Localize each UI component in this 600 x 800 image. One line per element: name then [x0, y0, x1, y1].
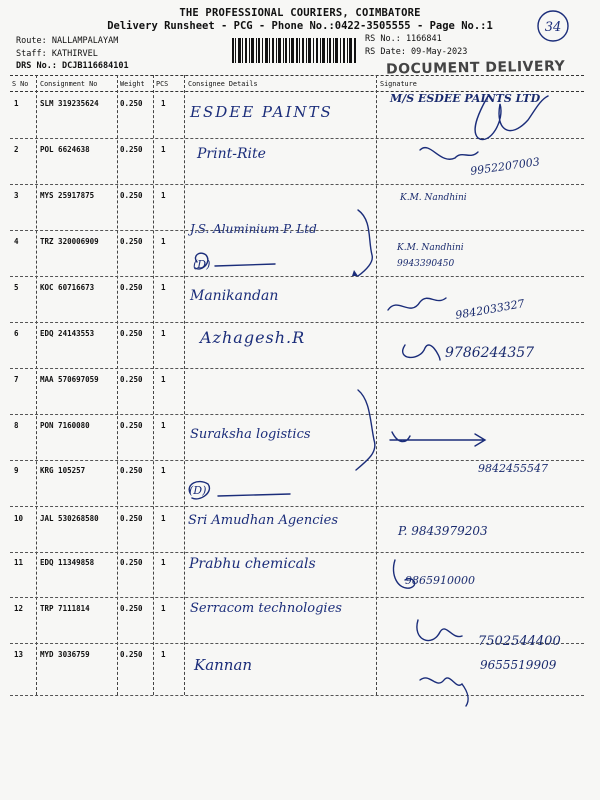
cell-pcs: 1: [161, 466, 166, 475]
cell-sno: 2: [14, 145, 19, 154]
route-label: Route: NALLAMPALAYAM: [16, 36, 119, 46]
cell-sno: 1: [14, 99, 19, 108]
col-header-sno: S No: [12, 80, 29, 88]
row-divider: [10, 597, 584, 598]
cell-pcs: 1: [161, 558, 166, 567]
col-header-pcs: PCS: [156, 80, 169, 88]
cell-sno: 9: [14, 466, 19, 475]
cell-consignment-no: TRZ 320006909: [40, 237, 99, 246]
cell-weight: 0.250: [120, 237, 143, 246]
cell-consignment-no: EDQ 11349858: [40, 558, 95, 567]
cell-weight: 0.250: [120, 558, 143, 567]
rs-info: [365, 33, 467, 58]
signature-handwriting: 9842033327: [454, 297, 526, 322]
consignee-handwriting: Suraksha logistics: [190, 427, 311, 442]
page-number-mark: [535, 8, 571, 44]
consignee-handwriting: Sri Amudhan Agencies: [188, 513, 339, 528]
signature-scribble: [388, 298, 446, 310]
cell-consignment-no: KOC 60716673: [40, 283, 95, 292]
barcode: [232, 38, 356, 63]
cell-sno: 8: [14, 421, 19, 430]
cell-consignment-no: KRG 105257: [40, 466, 86, 475]
row-divider: [10, 695, 584, 696]
signature-scribble: [420, 678, 468, 706]
cell-pcs: 1: [161, 145, 166, 154]
signature-handwriting: P. 9843979203: [398, 524, 488, 538]
cell-consignment-no: MYS 25917875: [40, 191, 95, 200]
arrow-stroke: [390, 432, 485, 446]
cell-pcs: 1: [161, 191, 166, 200]
signature-handwriting: 9842455547: [478, 462, 548, 475]
cell-sno: 13: [14, 650, 24, 659]
consignee-handwriting: (D): [189, 484, 207, 497]
row-divider: [10, 276, 584, 277]
col-divider: [184, 75, 185, 695]
consignee-handwriting: Manikandan: [190, 288, 279, 304]
cell-weight: 0.250: [120, 375, 143, 384]
consignee-handwriting: ESDEE PAINTS: [190, 103, 333, 121]
page-mark-text: 34: [544, 20, 562, 35]
cell-sno: 10: [14, 514, 24, 523]
staff-label: Staff: KATHIRVEL: [16, 48, 98, 59]
document-delivery-stamp: DOCUMENT DELIVERY: [385, 58, 566, 78]
cell-consignment-no: MAA 570697059: [40, 375, 99, 384]
cell-pcs: 1: [161, 237, 166, 246]
row-divider: [10, 552, 584, 553]
cell-consignment-no: SLM 319235624: [40, 99, 99, 108]
consignee-handwriting: J.S. Aluminium P. Ltd: [190, 222, 317, 236]
cell-weight: 0.250: [120, 650, 143, 659]
row-divider: [10, 368, 584, 369]
signature-handwriting: 9952207003: [469, 155, 541, 178]
cell-pcs: 1: [161, 375, 166, 384]
cell-pcs: 1: [161, 650, 166, 659]
cell-pcs: 1: [161, 421, 166, 430]
cell-weight: 0.250: [120, 329, 143, 338]
row-divider: [10, 184, 584, 185]
cell-consignment-no: TRP 7111814: [40, 604, 90, 613]
cell-sno: 6: [14, 329, 19, 338]
row-divider: [10, 322, 584, 323]
drs-label: DRS No.: DCJB116684101: [16, 61, 129, 71]
route-info: [16, 35, 129, 73]
col-divider: [153, 75, 154, 695]
row-divider: [10, 506, 584, 507]
cell-pcs: 1: [161, 329, 166, 338]
col-divider: [376, 75, 377, 695]
cell-pcs: 1: [161, 99, 166, 108]
signature-handwriting: 7502544400: [478, 634, 561, 649]
row-divider: [10, 414, 584, 415]
col-header-weight: Weight: [120, 80, 145, 88]
runsheet-subtitle: Delivery Runsheet - PCG - Phone No.:0422-3505555 - Page No.:1: [107, 20, 493, 32]
cell-sno: 12: [14, 604, 24, 613]
cell-consignment-no: JAL 530268580: [40, 514, 99, 523]
cell-consignment-no: MYD 3036759: [40, 650, 90, 659]
col-header-consignment: Consignment No: [40, 80, 98, 88]
cell-weight: 0.250: [120, 145, 143, 154]
cell-sno: 7: [14, 375, 19, 384]
col-header-signature: Signature: [380, 80, 417, 88]
rs-no-label: RS No.: 1166841: [365, 34, 442, 44]
signature-scribble: [403, 345, 440, 360]
consignee-handwriting: Kannan: [194, 656, 253, 674]
signature-handwriting: 9786244357: [445, 345, 535, 361]
cell-weight: 0.250: [120, 604, 143, 613]
company-title: THE PROFESSIONAL COURIERS, COIMBATORE: [179, 7, 421, 19]
row-divider: [10, 460, 584, 461]
cell-pcs: 1: [161, 283, 166, 292]
cell-weight: 0.250: [120, 514, 143, 523]
cell-sno: 5: [14, 283, 19, 292]
cell-weight: 0.250: [120, 421, 143, 430]
consignee-handwriting: Serracom technologies: [190, 601, 342, 616]
cell-sno: 3: [14, 191, 19, 200]
signature-handwriting: 9865910000: [405, 574, 475, 587]
col-header-consignee: Consignee Details: [188, 80, 258, 88]
cell-sno: 4: [14, 237, 19, 246]
cell-weight: 0.250: [120, 191, 143, 200]
signature-scribble: [417, 620, 462, 641]
cell-consignment-no: PON 7160080: [40, 421, 90, 430]
col-divider: [117, 75, 118, 695]
consignee-handwriting: (D): [193, 258, 211, 271]
cell-weight: 0.250: [120, 466, 143, 475]
cell-pcs: 1: [161, 604, 166, 613]
signature-handwriting: 9655519909: [480, 658, 557, 672]
table-top-rule: [10, 75, 584, 76]
rs-date-label: RS Date: 09-May-2023: [365, 46, 468, 57]
cell-consignment-no: POL 6624638: [40, 145, 90, 154]
consignee-handwriting: Azhagesh.R: [200, 328, 306, 347]
brace-stroke: [358, 210, 372, 276]
cell-weight: 0.250: [120, 99, 143, 108]
signature-handwriting: K.M. Nandhini: [400, 193, 467, 203]
signature-handwriting: K.M. Nandhini 9943390450: [397, 243, 464, 269]
col-divider: [36, 75, 37, 695]
cell-consignment-no: EDQ 24143553: [40, 329, 95, 338]
cell-pcs: 1: [161, 514, 166, 523]
signature-scribble: [420, 148, 478, 160]
row-divider: [10, 138, 584, 139]
signature-handwriting: M/S ESDEE PAINTS LTD: [390, 92, 541, 105]
brace-stroke: [356, 390, 375, 470]
consignee-handwriting: Prabhu chemicals: [189, 556, 316, 572]
cell-weight: 0.250: [120, 283, 143, 292]
cell-sno: 11: [14, 558, 24, 567]
consignee-handwriting: Print-Rite: [197, 146, 266, 162]
